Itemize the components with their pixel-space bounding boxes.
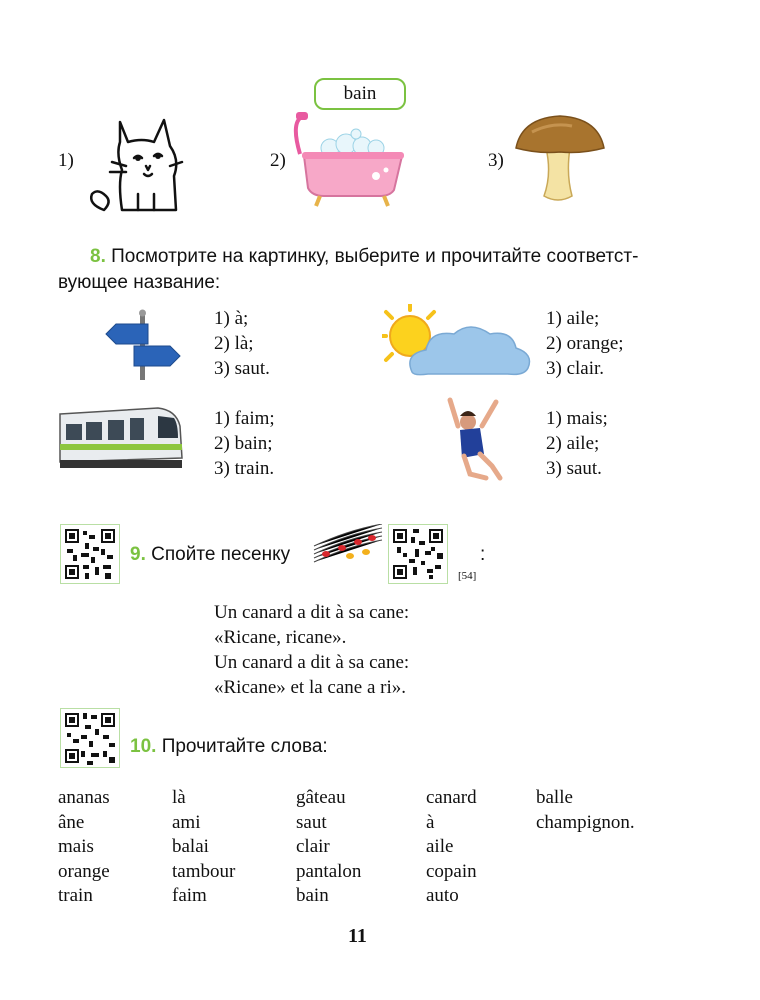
option[interactable]: 3) clair. — [546, 358, 605, 379]
train-icon — [58, 404, 184, 470]
option[interactable]: 1) faim; — [214, 408, 275, 429]
exercise-8-options-sun-cloud — [546, 306, 624, 381]
word: aile — [426, 836, 454, 858]
music-notes-icon — [312, 524, 384, 564]
word: gâteau — [296, 787, 346, 808]
exercise-8-heading — [90, 246, 638, 268]
sun-cloud-icon — [382, 304, 534, 378]
option[interactable]: 3) saut. — [546, 458, 602, 479]
word: copain — [426, 860, 477, 882]
track-reference: [54] — [458, 570, 477, 582]
word: train — [58, 885, 93, 907]
song-line: Un canard a dit à sa cane: — [214, 602, 410, 623]
exercise-8-options-jumping-girl — [546, 406, 608, 481]
word: canard — [426, 787, 477, 808]
option[interactable]: 1) mais; — [546, 408, 608, 429]
word: bain — [296, 885, 329, 907]
top-item-2-number: 2) — [270, 150, 286, 171]
top-item-1-number: 1) — [58, 150, 74, 171]
word: faim — [172, 885, 207, 907]
exercise-8-options-signpost — [214, 306, 270, 381]
exercise-9-number: 9. — [130, 544, 146, 565]
option[interactable]: 2) aile; — [546, 433, 600, 454]
qr-pattern-icon — [61, 525, 119, 583]
mushroom-icon — [512, 114, 608, 204]
word-column-2 — [172, 786, 235, 909]
word-column-3 — [296, 786, 361, 909]
qr-code-song-icon[interactable] — [388, 524, 448, 584]
word: auto — [426, 885, 459, 907]
exercise-8-instruction-line2: вующее название: — [58, 272, 221, 293]
word: ami — [172, 811, 201, 833]
word: mais — [58, 836, 94, 858]
answer-word: bain — [343, 83, 377, 104]
page-number: 11 — [348, 925, 367, 947]
option[interactable]: 2) bain; — [214, 433, 273, 454]
word-column-1 — [58, 786, 110, 909]
exercise-8-instruction-line1: Посмотрите на картинку, выберите и прочитайте соответст- — [111, 246, 639, 267]
word: ananas — [58, 787, 110, 808]
exercise-10-heading — [130, 736, 328, 758]
signpost-icon — [104, 308, 184, 380]
qr-pattern-icon — [389, 525, 447, 583]
word: balle — [536, 787, 573, 808]
option[interactable]: 2) là; — [214, 333, 254, 354]
option[interactable]: 1) aile; — [546, 308, 600, 329]
cat-icon — [82, 114, 184, 214]
bathtub-icon — [290, 110, 408, 208]
exercise-10-number: 10. — [130, 736, 157, 757]
word: à — [426, 811, 435, 833]
word-column-4 — [426, 786, 477, 909]
word: clair — [296, 836, 330, 858]
exercise-9-heading — [130, 544, 290, 566]
word: pantalon — [296, 860, 362, 882]
song-line: Un canard a dit à sa cane: — [214, 652, 410, 673]
exercise-9-colon: : — [480, 544, 486, 565]
word-column-5 — [536, 786, 635, 835]
song-line: «Ricane, ricane». — [214, 627, 347, 648]
word: tambour — [172, 860, 236, 882]
word: là — [172, 787, 186, 808]
qr-pattern-icon — [61, 709, 119, 767]
word: balai — [172, 836, 209, 858]
top-item-3-number: 3) — [488, 150, 504, 171]
option[interactable]: 3) saut. — [214, 358, 270, 379]
word: champignon. — [536, 811, 635, 833]
option[interactable]: 3) train. — [214, 458, 275, 479]
option[interactable]: 1) à; — [214, 308, 249, 329]
exercise-8-number: 8. — [90, 246, 106, 267]
option[interactable]: 2) orange; — [546, 333, 624, 354]
word: saut — [296, 811, 327, 833]
qr-code-icon[interactable] — [60, 524, 120, 584]
word: âne — [58, 811, 85, 833]
qr-code-words-icon[interactable] — [60, 708, 120, 768]
exercise-10-instruction: Прочитайте слова: — [161, 736, 328, 757]
jumping-girl-icon — [430, 396, 510, 484]
song-line: «Ricane» et la cane a ri». — [214, 677, 407, 698]
answer-word-box — [314, 78, 406, 110]
exercise-8-options-train — [214, 406, 275, 481]
song-lyrics — [214, 600, 409, 700]
word: orange — [58, 860, 110, 882]
exercise-9-instruction: Спойте песенку — [151, 544, 291, 565]
